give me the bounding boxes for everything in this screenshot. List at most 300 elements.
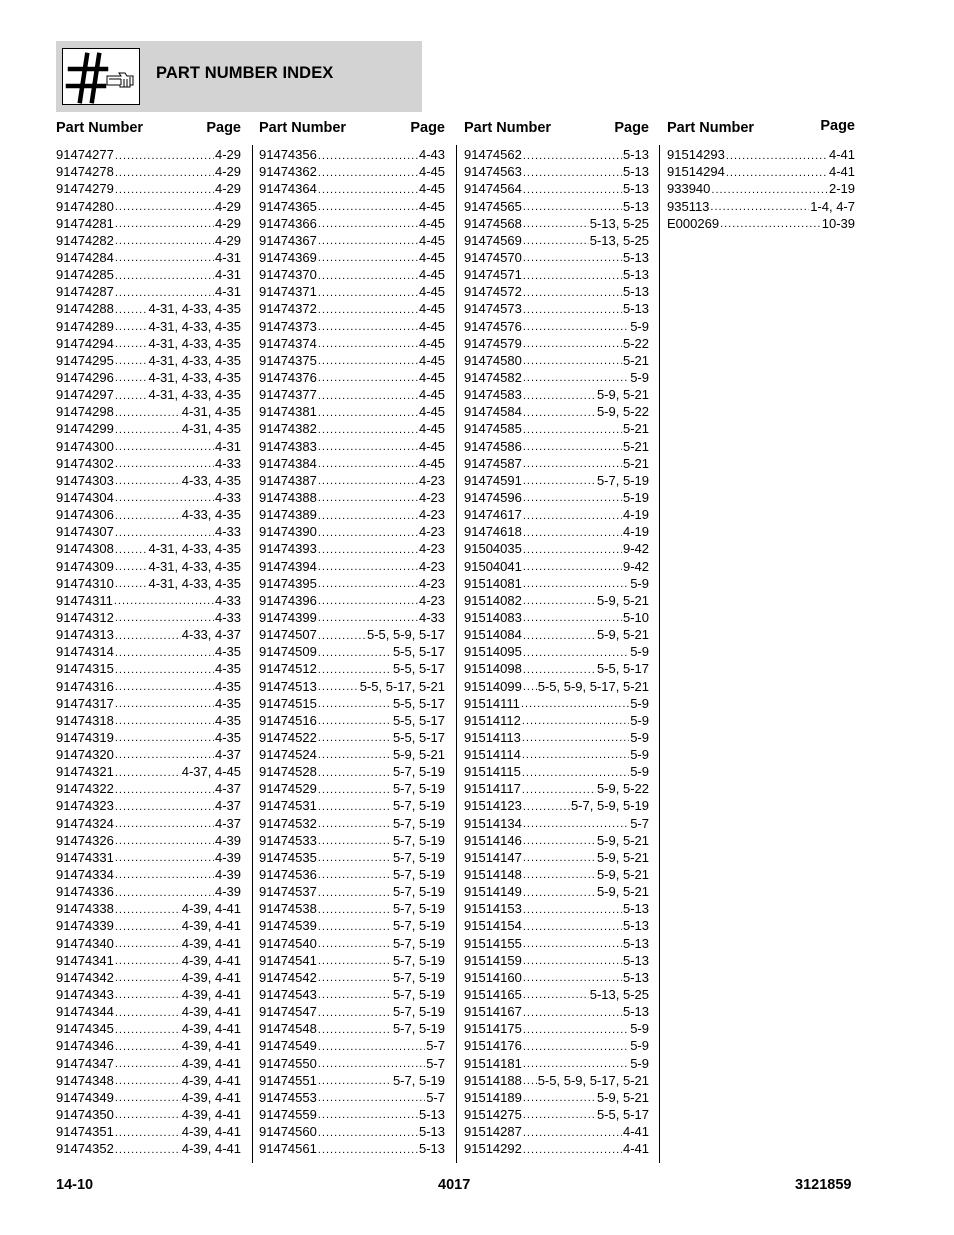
page-reference: 5-7, 5-19 [392, 952, 445, 968]
part-number: 91474281 [56, 215, 114, 231]
index-row [259, 1123, 445, 1140]
index-row [464, 335, 649, 352]
dot-leader [710, 199, 809, 213]
page-reference: 5-7, 5-19 [392, 884, 445, 900]
index-row [464, 1003, 649, 1020]
footer-model: 4017 [438, 1177, 471, 1193]
dot-leader [115, 1039, 181, 1053]
page-reference: 4-45 [418, 284, 445, 300]
dot-leader [115, 867, 214, 881]
part-number: 91514098 [464, 661, 522, 677]
index-column-4 [667, 118, 855, 232]
part-number: 91474282 [56, 232, 114, 248]
part-number: 91474369 [259, 249, 317, 265]
page-reference: 5-5, 5-17, 5-21 [359, 678, 445, 694]
index-row [259, 455, 445, 472]
dot-leader [523, 285, 622, 299]
page-reference: 5-13 [622, 147, 649, 163]
dot-leader [318, 953, 392, 967]
index-row [259, 832, 445, 849]
part-number: 91514294 [667, 164, 725, 180]
dot-leader [318, 850, 392, 864]
dot-leader [115, 799, 214, 813]
index-rows [56, 146, 241, 1157]
page-reference: 5-5, 5-17 [392, 644, 445, 660]
dot-leader [523, 165, 622, 179]
index-row [464, 986, 649, 1003]
dot-leader [523, 628, 596, 642]
index-row [667, 146, 855, 163]
page-reference: 4-35 [214, 695, 241, 711]
page-reference: 4-45 [418, 301, 445, 317]
part-number: 91474390 [259, 524, 317, 540]
dot-leader [522, 730, 629, 744]
index-row [259, 934, 445, 951]
page-reference: 4-41 [622, 1141, 649, 1157]
index-row [259, 609, 445, 626]
part-number: 91474285 [56, 267, 114, 283]
index-row [259, 643, 445, 660]
column-divider [456, 145, 457, 1163]
part-number: 91474549 [259, 1038, 317, 1054]
page-reference: 4-31, 4-33, 4-35 [148, 369, 241, 385]
dot-leader [523, 919, 622, 933]
part-number: 91474507 [259, 627, 317, 643]
page-reference: 5-7, 5-19 [392, 764, 445, 780]
page-reference: 5-13 [622, 952, 649, 968]
dot-leader [523, 370, 629, 384]
page-reference: 4-43 [418, 147, 445, 163]
page-reference: 4-45 [418, 232, 445, 248]
part-number: 91474288 [56, 301, 114, 317]
part-number: 91474582 [464, 369, 522, 385]
part-number: 91474576 [464, 318, 522, 334]
page-reference: 5-21 [622, 421, 649, 437]
index-row [56, 1089, 241, 1106]
page-header: Page [206, 120, 241, 136]
index-row [464, 232, 649, 249]
dot-leader [318, 696, 392, 710]
part-number: 91474529 [259, 781, 317, 797]
page-reference: 5-7, 5-19 [596, 472, 649, 488]
index-column-3 [464, 118, 649, 1157]
dot-leader [115, 268, 214, 282]
index-row [259, 1037, 445, 1054]
page-reference: 4-39, 4-41 [181, 1055, 241, 1071]
part-number: 91474617 [464, 507, 522, 523]
part-number: 91474399 [259, 609, 317, 625]
index-row [259, 660, 445, 677]
page-reference: 4-45 [418, 267, 445, 283]
index-row [259, 352, 445, 369]
part-number-header: Part Number [259, 120, 347, 136]
index-row [464, 266, 649, 283]
part-number: 91474562 [464, 147, 522, 163]
part-number: 91474553 [259, 1089, 317, 1105]
page-reference: 4-33, 4-35 [181, 507, 241, 523]
index-row [56, 780, 241, 797]
page-reference: 5-9 [630, 1038, 649, 1054]
index-row [464, 849, 649, 866]
part-number: 91474524 [259, 747, 317, 763]
index-row [464, 832, 649, 849]
page-reference: 5-13 [622, 164, 649, 180]
page-reference: 5-21 [622, 438, 649, 454]
index-row [56, 146, 241, 163]
page-reference: 5-13, 5-25 [589, 215, 649, 231]
dot-leader [318, 747, 392, 761]
part-number: 91474394 [259, 558, 317, 574]
part-number: 91514117 [464, 781, 521, 797]
page-reference: 4-39 [214, 832, 241, 848]
page-reference: 4-31, 4-33, 4-35 [148, 575, 241, 591]
page-reference: 5-9 [630, 1021, 649, 1037]
part-number: 91474278 [56, 164, 114, 180]
dot-leader [318, 1142, 418, 1156]
dot-leader [115, 919, 181, 933]
index-row [56, 866, 241, 883]
part-number: 91474396 [259, 592, 317, 608]
part-number: 91474367 [259, 232, 317, 248]
dot-leader [318, 799, 392, 813]
page-reference: 4-37 [214, 781, 241, 797]
index-row [259, 626, 445, 643]
index-row [464, 249, 649, 266]
part-number: 91474370 [259, 267, 317, 283]
index-row [259, 249, 445, 266]
part-number: 91474532 [259, 815, 317, 831]
part-number: 91474309 [56, 558, 114, 574]
page-reference: 5-9, 5-21 [596, 832, 649, 848]
page-reference: 5-7, 5-19 [392, 781, 445, 797]
part-number: 91474334 [56, 867, 114, 883]
page-reference: 5-9, 5-21 [596, 884, 649, 900]
part-number: 91474548 [259, 1021, 317, 1037]
page-reference: 5-9, 5-21 [596, 849, 649, 865]
dot-leader [523, 662, 596, 676]
index-row [259, 1089, 445, 1106]
part-number: 91474341 [56, 952, 114, 968]
page-reference: 5-9, 5-21 [596, 1089, 649, 1105]
index-row [56, 592, 241, 609]
page-reference: 5-5, 5-17 [596, 661, 649, 677]
index-rows [464, 146, 649, 1157]
index-row [259, 746, 445, 763]
part-number: 91474303 [56, 472, 114, 488]
page-reference: 1-4, 4-7 [810, 198, 855, 214]
index-row [464, 763, 649, 780]
dot-leader [523, 936, 622, 950]
index-row [464, 420, 649, 437]
page-reference: 4-31, 4-33, 4-35 [148, 387, 241, 403]
column-divider [659, 145, 660, 1163]
index-row [464, 197, 649, 214]
page-reference: 4-39 [214, 884, 241, 900]
dot-leader [318, 559, 418, 573]
part-number: 91474374 [259, 335, 317, 351]
index-row [667, 197, 855, 214]
part-number: 91514165 [464, 987, 522, 1003]
part-number: 91474384 [259, 455, 317, 471]
dot-leader [115, 439, 214, 453]
index-row [56, 1140, 241, 1157]
index-row [56, 180, 241, 197]
column-divider [252, 145, 253, 1163]
dot-leader [115, 765, 181, 779]
page-reference: 4-39, 4-41 [181, 918, 241, 934]
dot-leader [318, 610, 418, 624]
dot-leader [318, 405, 418, 419]
dot-leader [318, 662, 392, 676]
index-row [464, 712, 649, 729]
dot-leader [115, 885, 214, 899]
page-reference: 4-39, 4-41 [181, 1124, 241, 1140]
page-reference: 4-45 [418, 421, 445, 437]
part-number: 91514095 [464, 644, 522, 660]
part-number: 91514287 [464, 1124, 522, 1140]
index-row [464, 1020, 649, 1037]
index-row [464, 472, 649, 489]
index-row [56, 1123, 241, 1140]
page-reference: 5-9 [630, 318, 649, 334]
dot-leader [726, 148, 828, 162]
part-number: 91474356 [259, 147, 317, 163]
index-row [464, 369, 649, 386]
part-number-header: Part Number [56, 120, 144, 136]
dot-leader [318, 885, 392, 899]
page-reference: 5-7, 5-19 [392, 1004, 445, 1020]
page-reference: 4-23 [418, 575, 445, 591]
part-number: 91514084 [464, 627, 522, 643]
page-reference: 4-37 [214, 798, 241, 814]
page-reference: 5-7 [426, 1089, 445, 1105]
dot-leader [523, 319, 629, 333]
index-row [56, 283, 241, 300]
part-number: 91474319 [56, 729, 114, 745]
page-reference: 4-39, 4-41 [181, 1004, 241, 1020]
index-rows [667, 146, 855, 232]
part-number: 91474541 [259, 952, 317, 968]
index-row [259, 917, 445, 934]
index-row [259, 403, 445, 420]
part-number: 91474571 [464, 267, 522, 283]
part-number: E000269 [667, 215, 720, 231]
page-reference: 4-31, 4-35 [181, 404, 241, 420]
page-reference: 4-39 [214, 849, 241, 865]
index-row [464, 283, 649, 300]
index-row [259, 420, 445, 437]
page-reference: 4-45 [418, 455, 445, 471]
page-reference: 4-39, 4-41 [181, 901, 241, 917]
index-row [259, 677, 445, 694]
part-number: 91474299 [56, 421, 114, 437]
part-number: 91474509 [259, 644, 317, 660]
index-row [259, 986, 445, 1003]
part-number: 91474350 [56, 1107, 114, 1123]
dot-leader [318, 1073, 392, 1087]
dot-leader [318, 987, 392, 1001]
index-row [464, 575, 649, 592]
dot-leader [115, 645, 214, 659]
part-number: 91514111 [464, 695, 520, 711]
page-reference: 5-9 [630, 764, 649, 780]
page-reference: 5-22 [622, 335, 649, 351]
page-reference: 4-23 [418, 472, 445, 488]
part-number: 91474587 [464, 455, 522, 471]
part-number: 91474302 [56, 455, 114, 471]
dot-leader [318, 1039, 425, 1053]
dot-leader [115, 679, 214, 693]
part-number: 91474306 [56, 507, 114, 523]
page-reference: 4-39, 4-41 [181, 952, 241, 968]
page-reference: 5-9 [630, 575, 649, 591]
dot-leader [115, 662, 214, 676]
page-reference: 5-13 [622, 249, 649, 265]
page-reference: 5-9, 5-22 [596, 781, 649, 797]
page-reference: 5-7, 5-19 [392, 935, 445, 951]
index-row [259, 1072, 445, 1089]
part-number: 91474339 [56, 918, 114, 934]
index-row [259, 1054, 445, 1071]
index-row [259, 575, 445, 592]
index-row [464, 883, 649, 900]
page-reference: 5-7, 5-19 [392, 969, 445, 985]
page-reference: 4-41 [828, 147, 855, 163]
part-number: 91474564 [464, 181, 522, 197]
dot-leader [114, 593, 214, 607]
index-row [464, 163, 649, 180]
dot-leader [523, 542, 622, 556]
index-row [56, 1003, 241, 1020]
dot-leader [523, 645, 629, 659]
dot-leader [523, 422, 622, 436]
page-reference: 5-9 [630, 644, 649, 660]
page-reference: 4-39, 4-41 [181, 1072, 241, 1088]
dot-leader [115, 730, 214, 744]
page-reference: 5-7, 5-19 [392, 832, 445, 848]
part-number: 91474347 [56, 1055, 114, 1071]
page-reference: 4-41 [622, 1124, 649, 1140]
dot-leader [523, 353, 622, 367]
index-row [56, 643, 241, 660]
part-number: 91474364 [259, 181, 317, 197]
dot-leader [318, 319, 418, 333]
dot-leader [115, 610, 214, 624]
index-row [667, 163, 855, 180]
index-row [56, 437, 241, 454]
dot-leader [523, 199, 622, 213]
dot-leader [318, 1022, 392, 1036]
index-row [56, 352, 241, 369]
dot-leader [115, 833, 214, 847]
dot-leader [115, 388, 148, 402]
dot-leader [318, 628, 366, 642]
part-number: 91474324 [56, 815, 114, 831]
page-reference: 5-7, 5-19 [392, 1072, 445, 1088]
part-number: 91474310 [56, 575, 114, 591]
page-reference: 5-13 [418, 1107, 445, 1123]
part-number: 91514154 [464, 918, 522, 934]
part-number: 91474321 [56, 764, 114, 780]
page-reference: 4-31, 4-33, 4-35 [148, 541, 241, 557]
dot-leader [115, 336, 148, 350]
dot-leader [318, 182, 418, 196]
page-reference: 5-5, 5-17 [392, 729, 445, 745]
part-number: 91474565 [464, 198, 522, 214]
part-number: 91474317 [56, 695, 114, 711]
part-number: 91474522 [259, 729, 317, 745]
index-row [259, 300, 445, 317]
part-number: 91474377 [259, 387, 317, 403]
page-reference: 4-29 [214, 164, 241, 180]
dot-leader [523, 148, 622, 162]
index-row [464, 917, 649, 934]
dot-leader [115, 508, 181, 522]
part-number: 91474345 [56, 1021, 114, 1037]
index-row [56, 952, 241, 969]
page-reference: 5-9 [630, 747, 649, 763]
part-index-logo [62, 48, 140, 105]
dot-leader [318, 302, 418, 316]
index-row [259, 146, 445, 163]
index-row [259, 866, 445, 883]
part-number: 91514189 [464, 1089, 522, 1105]
part-number: 91474585 [464, 421, 522, 437]
dot-leader [115, 953, 181, 967]
part-number: 91474538 [259, 901, 317, 917]
index-row [56, 335, 241, 352]
page-reference: 5-9, 5-21 [596, 627, 649, 643]
part-number: 91474280 [56, 198, 114, 214]
index-row [464, 540, 649, 557]
index-row [56, 163, 241, 180]
index-row [259, 283, 445, 300]
part-number: 91474326 [56, 832, 114, 848]
dot-leader [318, 456, 418, 470]
part-number: 91474531 [259, 798, 317, 814]
page-reference: 5-7, 5-19 [392, 1021, 445, 1037]
index-row [259, 814, 445, 831]
page-header: Page [820, 118, 855, 134]
part-number: 91474618 [464, 524, 522, 540]
dot-leader [115, 1142, 181, 1156]
dot-leader [115, 285, 214, 299]
page-reference: 5-13, 5-25 [589, 232, 649, 248]
dot-leader [115, 302, 148, 316]
part-number: 91474352 [56, 1141, 114, 1157]
page-reference: 4-19 [622, 507, 649, 523]
column-header [667, 118, 855, 146]
dot-leader [523, 953, 622, 967]
index-row [56, 317, 241, 334]
index-row [56, 300, 241, 317]
part-number: 91474349 [56, 1089, 114, 1105]
page-reference: 2-19 [828, 181, 855, 197]
index-row [259, 1106, 445, 1123]
part-number: 91474304 [56, 489, 114, 505]
footer-section-number: 14-10 [56, 1177, 94, 1193]
index-row [464, 746, 649, 763]
dot-leader [115, 816, 214, 830]
index-row [259, 335, 445, 352]
part-number: 91514147 [464, 849, 522, 865]
part-number: 91474540 [259, 935, 317, 951]
part-number: 91514275 [464, 1107, 522, 1123]
page-reference: 5-13, 5-25 [589, 987, 649, 1003]
part-number: 91474515 [259, 695, 317, 711]
page-reference: 5-5, 5-17 [596, 1107, 649, 1123]
part-number: 91474570 [464, 249, 522, 265]
